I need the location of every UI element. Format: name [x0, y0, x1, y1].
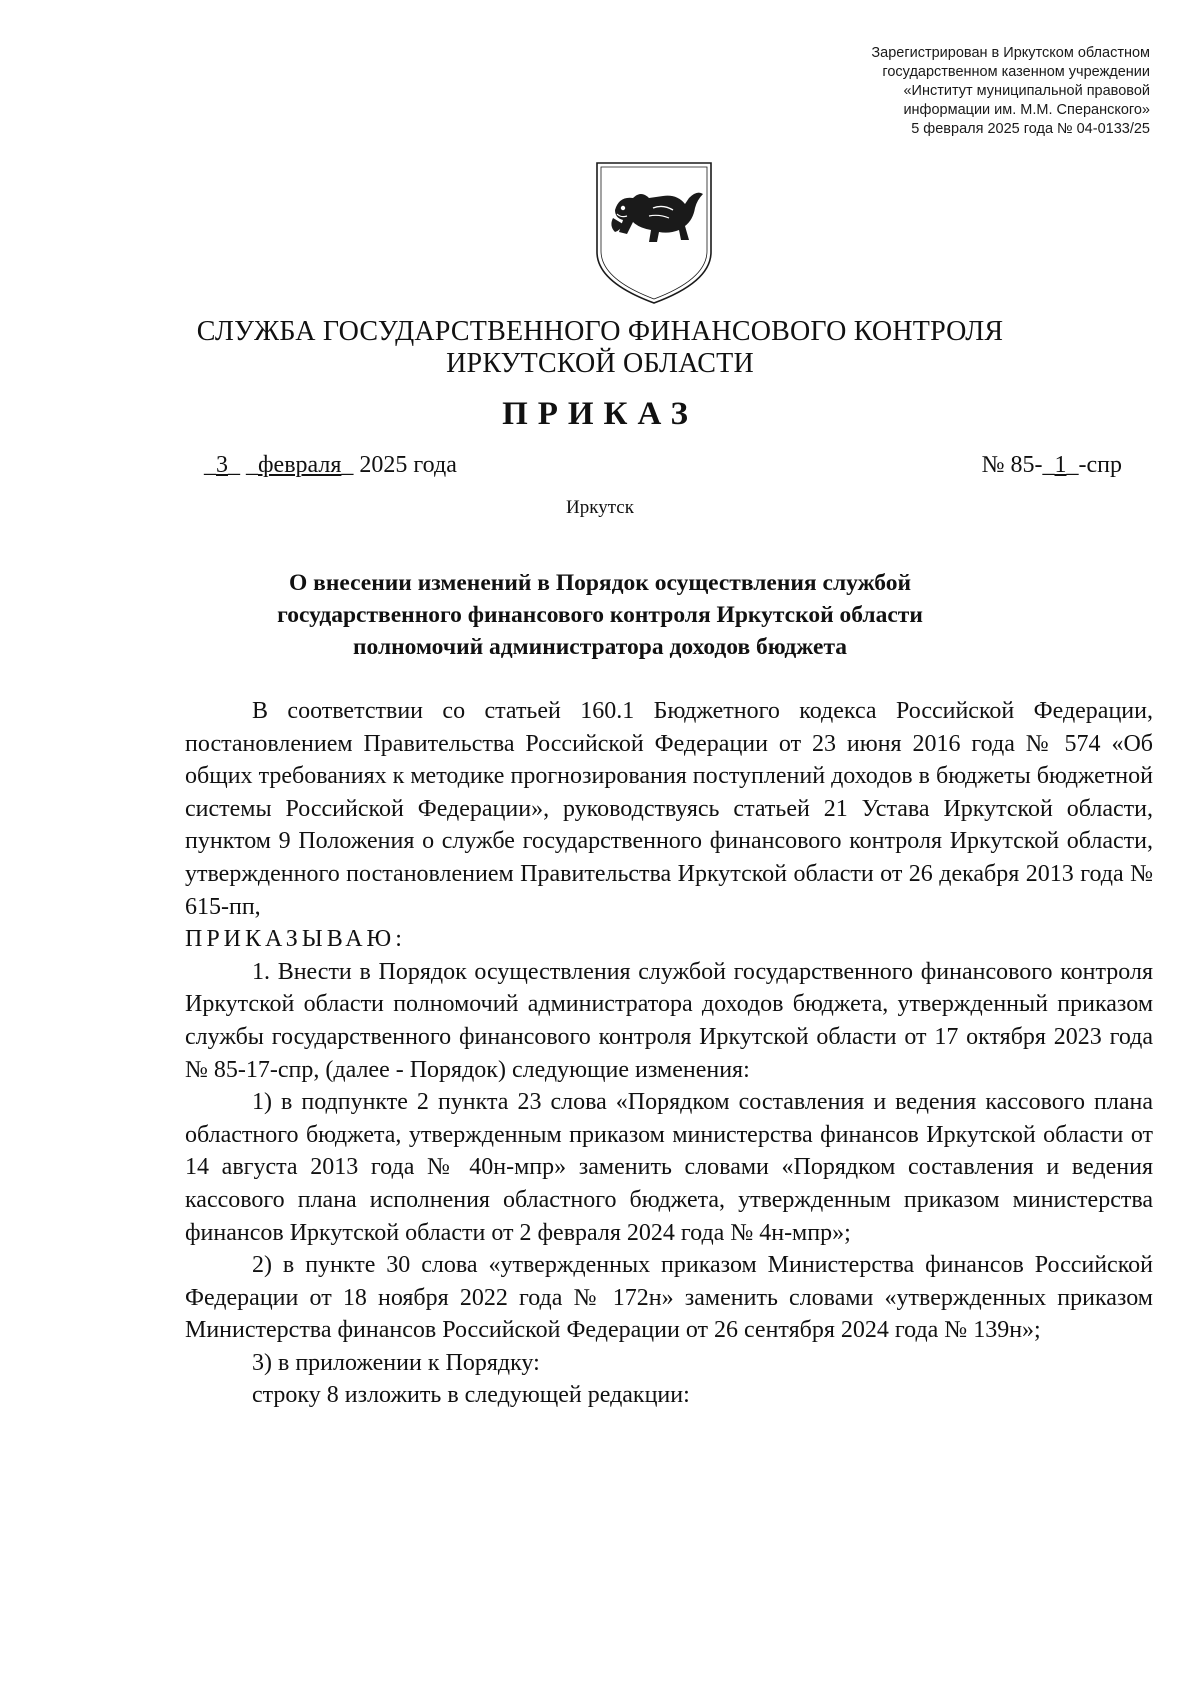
order-number: № 85-_1_-спр	[981, 452, 1122, 478]
item-1-paragraph: 1. Внести в Порядок осуществления службой государственного финансового контроля Иркутской области полномочий администратора доходов бюджета, утвержденный приказом службы государственного финансового контроля Иркутской области от 17 октября 2023 года № 85-17-спр, (далее - Порядок) следующие изменения:	[185, 958, 1153, 1083]
order-date: _3_ _февраля_ 2025 года	[204, 452, 457, 478]
registration-line: Зарегистрирован в Иркутском областном	[871, 45, 1150, 61]
subitem-2-paragraph: 2) в пункте 30 слова «утвержденных приказом Министерства финансов Российской Федерации от 18 ноября 2022 года № 172н» заменить словами «утвержденных приказом Министерства финансов Российской Федерации от 26 сентября 2024 года № 139н»;	[185, 1252, 1153, 1344]
preamble-paragraph: В соответствии со статьей 160.1 Бюджетного кодекса Российской Федерации, постановлением Правительства Российской Федерации от 23 июня 2016 года № 574 «Об общих требованиях к методике прогнозирования поступлений доходов в бюджеты бюджетной системы Российской Федерации», руководствуясь статьей 21 Устава Иркутской области, пунктом 9 Положения о службе государственного финансового контроля Иркутской области, утвержденного постановлением Правительства Иркутской области от 26 декабря 2013 года № 615-пп,	[185, 698, 1153, 920]
order-city: Иркутск	[566, 497, 634, 518]
order-word: ПРИКАЗЫВАЮ:	[185, 926, 406, 953]
subitem-1-paragraph: 1) в подпункте 2 пункта 23 слова «Порядком составления и ведения кассового плана областного бюджета, утвержденным приказом министерства финансов Иркутской области от 14 августа 2013 года № 40н-мпр» заменить словами «Порядком составления и ведения кассового плана исполнения областного бюджета, утвержденным приказом министерства финансов Иркутской области от 2 февраля 2024 года № 4н-мпр»;	[185, 1089, 1153, 1246]
order-date-month: февраля	[258, 452, 342, 478]
order-title: ПРИКАЗ	[502, 396, 698, 432]
order-date-day: 3	[216, 452, 228, 478]
organization-title-line: СЛУЖБА ГОСУДАРСТВЕННОГО ФИНАНСОВОГО КОНТРОЛЯ	[196, 316, 1004, 347]
organization-title-line: ИРКУТСКОЙ ОБЛАСТИ	[446, 348, 754, 379]
subject-line: государственного финансового контроля Иркутской области	[277, 602, 923, 628]
order-date-year: 2025 года	[359, 452, 457, 478]
subitem-3-line: строку 8 изложить в следующей редакции:	[252, 1382, 690, 1409]
registration-line: 5 февраля 2025 года № 04-0133/25	[911, 121, 1150, 137]
subject-line: О внесении изменений в Порядок осуществления службой	[288, 570, 912, 596]
registration-line: информации им. М.М. Сперанского»	[903, 102, 1150, 118]
subitem-3-paragraph: 3) в приложении к Порядку:	[252, 1349, 540, 1376]
order-body	[185, 695, 1153, 1412]
order-number-suffix: -спр	[1078, 452, 1122, 478]
irkutsk-coat-of-arms-icon	[593, 160, 715, 306]
order-number-prefix: № 85-	[981, 452, 1043, 478]
order-subject	[0, 567, 1200, 663]
registration-line: государственном казенном учреждении	[882, 64, 1150, 80]
subject-line: полномочий администратора доходов бюджета	[352, 634, 848, 660]
order-number-mid: 1	[1054, 452, 1067, 478]
organization-title	[0, 316, 1200, 380]
registration-line: «Институт муниципальной правовой	[903, 83, 1150, 99]
registration-stamp	[730, 44, 1150, 139]
